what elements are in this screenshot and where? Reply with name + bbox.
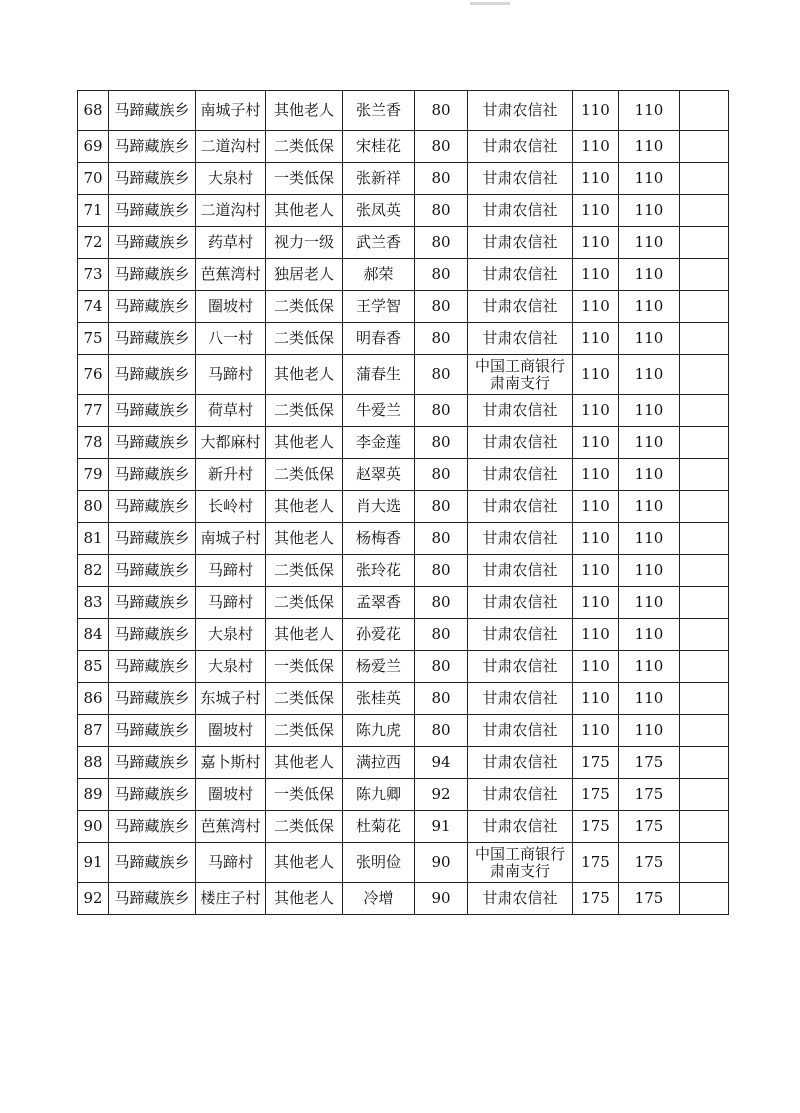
age-cell: 80 <box>415 355 468 395</box>
township-cell: 马蹄藏族乡 <box>109 323 196 355</box>
remark-cell <box>680 459 729 491</box>
bank-cell: 甘肃农信社 <box>468 459 573 491</box>
name-cell: 陈九虎 <box>343 715 415 747</box>
age-cell: 80 <box>415 427 468 459</box>
category-cell: 二类低保 <box>266 715 343 747</box>
township-cell: 马蹄藏族乡 <box>109 291 196 323</box>
village-cell: 圈坡村 <box>196 291 266 323</box>
remark-cell <box>680 555 729 587</box>
remark-cell <box>680 395 729 427</box>
standard-cell: 175 <box>573 843 619 883</box>
standard-cell: 175 <box>573 811 619 843</box>
row-number: 70 <box>78 163 109 195</box>
bank-cell: 甘肃农信社 <box>468 883 573 915</box>
category-cell: 二类低保 <box>266 323 343 355</box>
township-cell: 马蹄藏族乡 <box>109 555 196 587</box>
amount-cell: 110 <box>619 683 680 715</box>
standard-cell: 110 <box>573 195 619 227</box>
row-number: 72 <box>78 227 109 259</box>
category-cell: 二类低保 <box>266 459 343 491</box>
standard-cell: 175 <box>573 747 619 779</box>
age-cell: 91 <box>415 811 468 843</box>
township-cell: 马蹄藏族乡 <box>109 779 196 811</box>
age-cell: 80 <box>415 291 468 323</box>
age-cell: 80 <box>415 227 468 259</box>
table-row <box>78 619 729 651</box>
table-row <box>78 163 729 195</box>
name-cell: 王学智 <box>343 291 415 323</box>
remark-cell <box>680 355 729 395</box>
category-cell: 其他老人 <box>266 195 343 227</box>
category-cell: 其他老人 <box>266 883 343 915</box>
remark-cell <box>680 323 729 355</box>
age-cell: 80 <box>415 459 468 491</box>
amount-cell: 110 <box>619 195 680 227</box>
category-cell: 二类低保 <box>266 555 343 587</box>
township-cell: 马蹄藏族乡 <box>109 715 196 747</box>
amount-cell: 110 <box>619 323 680 355</box>
table-row <box>78 779 729 811</box>
standard-cell: 110 <box>573 491 619 523</box>
row-number: 85 <box>78 651 109 683</box>
bank-cell: 甘肃农信社 <box>468 491 573 523</box>
village-cell: 二道沟村 <box>196 131 266 163</box>
standard-cell: 110 <box>573 291 619 323</box>
remark-cell <box>680 747 729 779</box>
table-row <box>78 395 729 427</box>
township-cell: 马蹄藏族乡 <box>109 355 196 395</box>
amount-cell: 110 <box>619 131 680 163</box>
table-row <box>78 883 729 915</box>
standard-cell: 110 <box>573 555 619 587</box>
table-row <box>78 131 729 163</box>
category-cell: 其他老人 <box>266 355 343 395</box>
amount-cell: 110 <box>619 523 680 555</box>
remark-cell <box>680 883 729 915</box>
category-cell: 二类低保 <box>266 811 343 843</box>
remark-cell <box>680 843 729 883</box>
amount-cell: 110 <box>619 355 680 395</box>
township-cell: 马蹄藏族乡 <box>109 195 196 227</box>
age-cell: 80 <box>415 523 468 555</box>
table-row <box>78 227 729 259</box>
category-cell: 一类低保 <box>266 163 343 195</box>
bank-cell: 甘肃农信社 <box>468 323 573 355</box>
roster-body <box>78 91 729 915</box>
category-cell: 其他老人 <box>266 747 343 779</box>
township-cell: 马蹄藏族乡 <box>109 91 196 131</box>
bank-cell: 甘肃农信社 <box>468 91 573 131</box>
standard-cell: 110 <box>573 619 619 651</box>
standard-cell: 110 <box>573 91 619 131</box>
category-cell: 其他老人 <box>266 491 343 523</box>
name-cell: 牛爱兰 <box>343 395 415 427</box>
table-row <box>78 555 729 587</box>
age-cell: 80 <box>415 131 468 163</box>
village-cell: 荷草村 <box>196 395 266 427</box>
remark-cell <box>680 491 729 523</box>
row-number: 92 <box>78 883 109 915</box>
township-cell: 马蹄藏族乡 <box>109 395 196 427</box>
table-row <box>78 683 729 715</box>
amount-cell: 110 <box>619 163 680 195</box>
category-cell: 其他老人 <box>266 91 343 131</box>
name-cell: 满拉西 <box>343 747 415 779</box>
amount-cell: 175 <box>619 811 680 843</box>
row-number: 78 <box>78 427 109 459</box>
amount-cell: 110 <box>619 91 680 131</box>
bank-cell: 甘肃农信社 <box>468 427 573 459</box>
standard-cell: 110 <box>573 323 619 355</box>
village-cell: 芭蕉湾村 <box>196 811 266 843</box>
bank-cell: 甘肃农信社 <box>468 227 573 259</box>
row-number: 82 <box>78 555 109 587</box>
bank-cell: 甘肃农信社 <box>468 587 573 619</box>
township-cell: 马蹄藏族乡 <box>109 651 196 683</box>
remark-cell <box>680 195 729 227</box>
row-number: 90 <box>78 811 109 843</box>
category-cell: 一类低保 <box>266 779 343 811</box>
standard-cell: 110 <box>573 131 619 163</box>
village-cell: 新升村 <box>196 459 266 491</box>
standard-cell: 110 <box>573 715 619 747</box>
township-cell: 马蹄藏族乡 <box>109 131 196 163</box>
name-cell: 宋桂花 <box>343 131 415 163</box>
name-cell: 张玲花 <box>343 555 415 587</box>
age-cell: 80 <box>415 587 468 619</box>
standard-cell: 175 <box>573 779 619 811</box>
village-cell: 药草村 <box>196 227 266 259</box>
subsidy-roster-table <box>77 90 729 915</box>
village-cell: 芭蕉湾村 <box>196 259 266 291</box>
bank-cell: 甘肃农信社 <box>468 163 573 195</box>
name-cell: 张新祥 <box>343 163 415 195</box>
standard-cell: 110 <box>573 395 619 427</box>
bank-cell: 中国工商银行 肃南支行 <box>468 843 573 883</box>
bank-cell: 中国工商银行 肃南支行 <box>468 355 573 395</box>
name-cell: 张桂英 <box>343 683 415 715</box>
row-number: 77 <box>78 395 109 427</box>
row-number: 69 <box>78 131 109 163</box>
bank-cell: 甘肃农信社 <box>468 747 573 779</box>
name-cell: 杨爱兰 <box>343 651 415 683</box>
age-cell: 80 <box>415 683 468 715</box>
village-cell: 马蹄村 <box>196 843 266 883</box>
scan-mark <box>470 2 510 5</box>
amount-cell: 110 <box>619 291 680 323</box>
table-row <box>78 587 729 619</box>
remark-cell <box>680 523 729 555</box>
township-cell: 马蹄藏族乡 <box>109 683 196 715</box>
township-cell: 马蹄藏族乡 <box>109 491 196 523</box>
table-row <box>78 491 729 523</box>
row-number: 73 <box>78 259 109 291</box>
amount-cell: 110 <box>619 395 680 427</box>
remark-cell <box>680 227 729 259</box>
remark-cell <box>680 291 729 323</box>
amount-cell: 175 <box>619 883 680 915</box>
amount-cell: 110 <box>619 555 680 587</box>
village-cell: 长岭村 <box>196 491 266 523</box>
table-row <box>78 651 729 683</box>
remark-cell <box>680 131 729 163</box>
remark-cell <box>680 619 729 651</box>
age-cell: 80 <box>415 491 468 523</box>
township-cell: 马蹄藏族乡 <box>109 843 196 883</box>
category-cell: 其他老人 <box>266 619 343 651</box>
table-row <box>78 715 729 747</box>
bank-cell: 甘肃农信社 <box>468 715 573 747</box>
bank-cell: 甘肃农信社 <box>468 555 573 587</box>
standard-cell: 110 <box>573 227 619 259</box>
row-number: 80 <box>78 491 109 523</box>
remark-cell <box>680 587 729 619</box>
category-cell: 二类低保 <box>266 395 343 427</box>
amount-cell: 110 <box>619 259 680 291</box>
age-cell: 92 <box>415 779 468 811</box>
village-cell: 马蹄村 <box>196 587 266 619</box>
name-cell: 张兰香 <box>343 91 415 131</box>
township-cell: 马蹄藏族乡 <box>109 619 196 651</box>
table-row <box>78 91 729 131</box>
row-number: 76 <box>78 355 109 395</box>
category-cell: 其他老人 <box>266 427 343 459</box>
table-row <box>78 459 729 491</box>
row-number: 74 <box>78 291 109 323</box>
village-cell: 圈坡村 <box>196 715 266 747</box>
remark-cell <box>680 163 729 195</box>
remark-cell <box>680 259 729 291</box>
standard-cell: 175 <box>573 883 619 915</box>
bank-cell: 甘肃农信社 <box>468 259 573 291</box>
township-cell: 马蹄藏族乡 <box>109 747 196 779</box>
amount-cell: 110 <box>619 459 680 491</box>
bank-cell: 甘肃农信社 <box>468 395 573 427</box>
name-cell: 陈九卿 <box>343 779 415 811</box>
row-number: 87 <box>78 715 109 747</box>
village-cell: 嘉卜斯村 <box>196 747 266 779</box>
table-row <box>78 523 729 555</box>
remark-cell <box>680 91 729 131</box>
bank-cell: 甘肃农信社 <box>468 523 573 555</box>
age-cell: 94 <box>415 747 468 779</box>
row-number: 89 <box>78 779 109 811</box>
bank-cell: 甘肃农信社 <box>468 651 573 683</box>
remark-cell <box>680 779 729 811</box>
village-cell: 大都麻村 <box>196 427 266 459</box>
age-cell: 80 <box>415 715 468 747</box>
row-number: 79 <box>78 459 109 491</box>
age-cell: 80 <box>415 395 468 427</box>
remark-cell <box>680 715 729 747</box>
bank-cell: 甘肃农信社 <box>468 811 573 843</box>
age-cell: 90 <box>415 843 468 883</box>
table-row <box>78 195 729 227</box>
amount-cell: 110 <box>619 619 680 651</box>
amount-cell: 110 <box>619 715 680 747</box>
name-cell: 蒲春生 <box>343 355 415 395</box>
category-cell: 二类低保 <box>266 683 343 715</box>
remark-cell <box>680 427 729 459</box>
age-cell: 80 <box>415 619 468 651</box>
bank-cell: 甘肃农信社 <box>468 131 573 163</box>
name-cell: 肖大选 <box>343 491 415 523</box>
standard-cell: 110 <box>573 651 619 683</box>
township-cell: 马蹄藏族乡 <box>109 227 196 259</box>
name-cell: 杜菊花 <box>343 811 415 843</box>
township-cell: 马蹄藏族乡 <box>109 427 196 459</box>
category-cell: 其他老人 <box>266 523 343 555</box>
name-cell: 孙爱花 <box>343 619 415 651</box>
category-cell: 其他老人 <box>266 843 343 883</box>
table-row <box>78 427 729 459</box>
village-cell: 东城子村 <box>196 683 266 715</box>
remark-cell <box>680 651 729 683</box>
category-cell: 独居老人 <box>266 259 343 291</box>
age-cell: 80 <box>415 555 468 587</box>
age-cell: 80 <box>415 91 468 131</box>
row-number: 91 <box>78 843 109 883</box>
table-row <box>78 291 729 323</box>
name-cell: 冷增 <box>343 883 415 915</box>
age-cell: 80 <box>415 323 468 355</box>
name-cell: 武兰香 <box>343 227 415 259</box>
standard-cell: 110 <box>573 163 619 195</box>
township-cell: 马蹄藏族乡 <box>109 459 196 491</box>
age-cell: 80 <box>415 163 468 195</box>
standard-cell: 110 <box>573 683 619 715</box>
village-cell: 马蹄村 <box>196 355 266 395</box>
amount-cell: 175 <box>619 747 680 779</box>
bank-cell: 甘肃农信社 <box>468 291 573 323</box>
village-cell: 马蹄村 <box>196 555 266 587</box>
age-cell: 80 <box>415 259 468 291</box>
standard-cell: 110 <box>573 259 619 291</box>
row-number: 86 <box>78 683 109 715</box>
row-number: 71 <box>78 195 109 227</box>
table-row <box>78 843 729 883</box>
name-cell: 张明俭 <box>343 843 415 883</box>
township-cell: 马蹄藏族乡 <box>109 259 196 291</box>
age-cell: 80 <box>415 651 468 683</box>
amount-cell: 175 <box>619 779 680 811</box>
village-cell: 大泉村 <box>196 651 266 683</box>
amount-cell: 110 <box>619 587 680 619</box>
category-cell: 二类低保 <box>266 291 343 323</box>
amount-cell: 175 <box>619 843 680 883</box>
row-number: 68 <box>78 91 109 131</box>
name-cell: 孟翠香 <box>343 587 415 619</box>
township-cell: 马蹄藏族乡 <box>109 811 196 843</box>
table-row <box>78 747 729 779</box>
name-cell: 明春香 <box>343 323 415 355</box>
name-cell: 赵翠英 <box>343 459 415 491</box>
township-cell: 马蹄藏族乡 <box>109 163 196 195</box>
age-cell: 80 <box>415 195 468 227</box>
amount-cell: 110 <box>619 651 680 683</box>
amount-cell: 110 <box>619 491 680 523</box>
bank-cell: 甘肃农信社 <box>468 683 573 715</box>
age-cell: 90 <box>415 883 468 915</box>
amount-cell: 110 <box>619 227 680 259</box>
remark-cell <box>680 811 729 843</box>
village-cell: 南城子村 <box>196 523 266 555</box>
row-number: 75 <box>78 323 109 355</box>
standard-cell: 110 <box>573 523 619 555</box>
table-row <box>78 355 729 395</box>
name-cell: 郝荣 <box>343 259 415 291</box>
bank-cell: 甘肃农信社 <box>468 619 573 651</box>
table-row <box>78 323 729 355</box>
row-number: 81 <box>78 523 109 555</box>
village-cell: 二道沟村 <box>196 195 266 227</box>
township-cell: 马蹄藏族乡 <box>109 523 196 555</box>
village-cell: 大泉村 <box>196 163 266 195</box>
remark-cell <box>680 683 729 715</box>
bank-cell: 甘肃农信社 <box>468 779 573 811</box>
village-cell: 楼庄子村 <box>196 883 266 915</box>
standard-cell: 110 <box>573 587 619 619</box>
category-cell: 视力一级 <box>266 227 343 259</box>
row-number: 84 <box>78 619 109 651</box>
village-cell: 南城子村 <box>196 91 266 131</box>
bank-cell: 甘肃农信社 <box>468 195 573 227</box>
name-cell: 李金莲 <box>343 427 415 459</box>
village-cell: 圈坡村 <box>196 779 266 811</box>
amount-cell: 110 <box>619 427 680 459</box>
standard-cell: 110 <box>573 427 619 459</box>
table-row <box>78 811 729 843</box>
category-cell: 二类低保 <box>266 131 343 163</box>
category-cell: 二类低保 <box>266 587 343 619</box>
table-row <box>78 259 729 291</box>
township-cell: 马蹄藏族乡 <box>109 883 196 915</box>
row-number: 83 <box>78 587 109 619</box>
name-cell: 张凤英 <box>343 195 415 227</box>
name-cell: 杨梅香 <box>343 523 415 555</box>
township-cell: 马蹄藏族乡 <box>109 587 196 619</box>
category-cell: 一类低保 <box>266 651 343 683</box>
village-cell: 八一村 <box>196 323 266 355</box>
standard-cell: 110 <box>573 355 619 395</box>
standard-cell: 110 <box>573 459 619 491</box>
row-number: 88 <box>78 747 109 779</box>
village-cell: 大泉村 <box>196 619 266 651</box>
